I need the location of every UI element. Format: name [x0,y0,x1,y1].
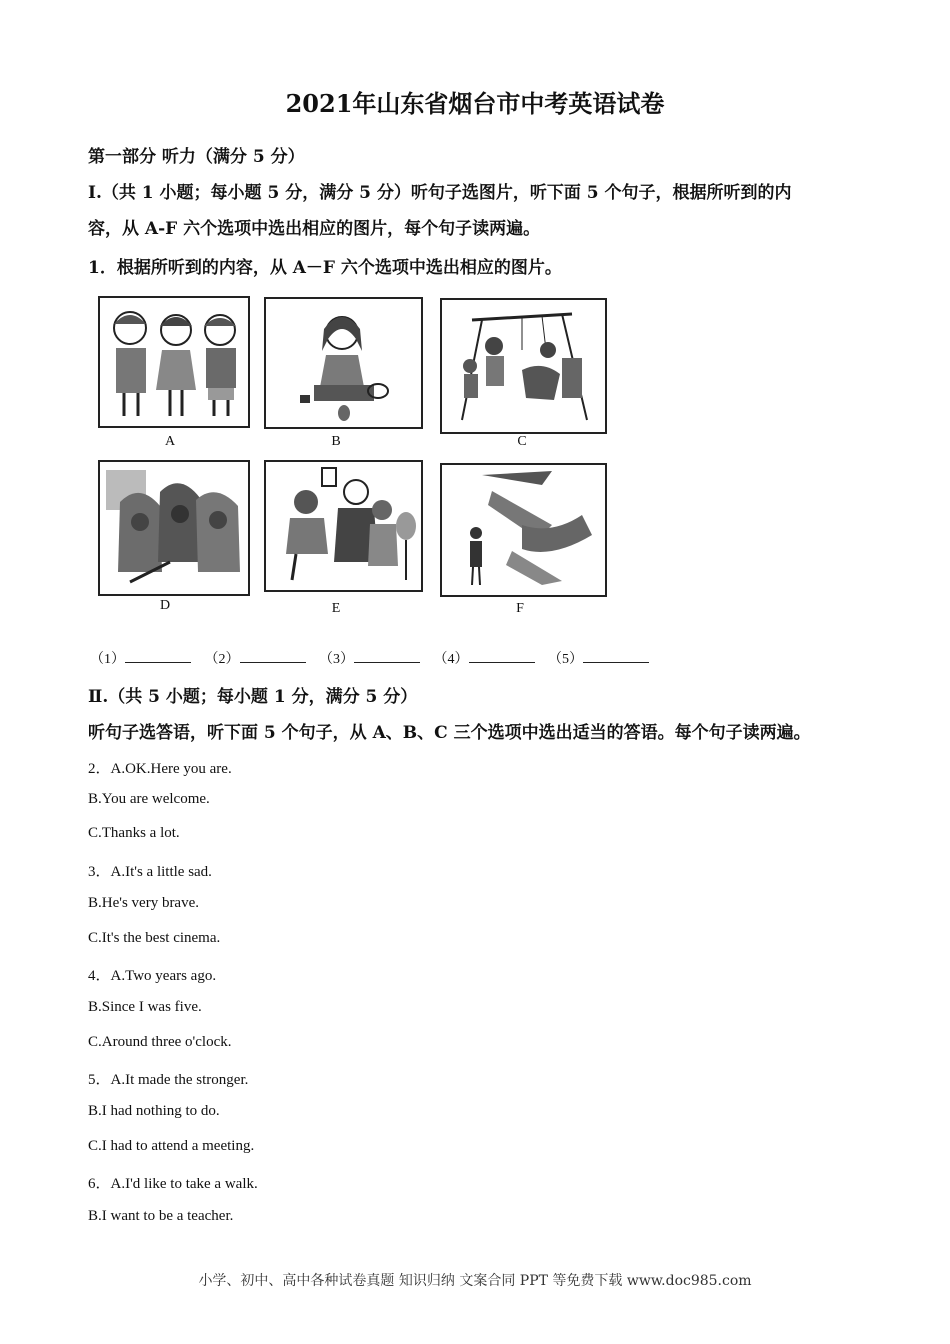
option-line: 4．A.Two years ago. [88,968,217,984]
figure-e-family [264,460,423,592]
figure-b-cooking-girl [264,297,423,429]
figure-a-label: A [164,434,176,449]
figure-c-label: C [517,434,527,449]
exam-title: 2021年山东省烟台市中考英语试卷 [285,89,665,118]
option-line: C.It's the best cinema. [88,930,221,946]
figure-a-children [98,296,250,428]
option-line: C.Thanks a lot. [88,825,180,841]
blank-slot-2[interactable]: （2） [205,648,306,668]
figure-e-label: E [331,601,341,616]
blank-slot-3[interactable]: （3） [319,648,420,668]
figure-b-label: B [331,434,341,449]
question-1-prompt: 1．根据所听到的内容，从 A－F 六个选项中选出相应的图片。 [88,258,562,278]
footer-text: 小学、初中、高中各种试卷真题 知识归纳 文案合同 PPT 等免费下载 www.doc985.com [198,1273,752,1289]
blank-slot-4[interactable]: （4） [434,648,535,668]
figure-d-classroom [98,460,250,596]
option-line: C.Around three o'clock. [88,1034,232,1050]
option-line: B.Since I was five. [88,999,202,1015]
answer-blanks [90,648,659,668]
blank-slot-1[interactable]: （1） [90,648,191,668]
figure-c-playground [440,298,607,434]
option-line: B.I want to be a teacher. [88,1208,234,1224]
section1-heading-line1: Ⅰ.（共 1 小题；每小题 5 分，满分 5 分）听句子选图片，听下面 5 个句子，根据所听到的内 [88,183,792,203]
section2-instruction: 听句子选答语，听下面 5 个句子，从 A、B、C 三个选项中选出适当的答语。每个句子读两遍。 [88,723,811,743]
option-line: B.I had nothing to do. [88,1103,220,1119]
figure-f-wind [440,463,607,597]
option-line: 3．A.It's a little sad. [88,864,212,880]
figure-f-label: F [516,601,524,616]
section2-heading: Ⅱ.（共 5 小题；每小题 1 分，满分 5 分） [88,687,418,707]
option-line: C.I had to attend a meeting. [88,1138,255,1154]
option-line: 5．A.It made the stronger. [88,1072,249,1088]
option-line: 2．A.OK.Here you are. [88,761,232,777]
blank-slot-5[interactable]: （5） [548,648,649,668]
option-line: 6．A.I'd like to take a walk. [88,1176,258,1192]
section1-heading-line2: 容，从 A-F 六个选项中选出相应的图片，每个句子读两遍。 [88,219,541,239]
option-line: B.He's very brave. [88,895,199,911]
part1-heading: 第一部分 听力（满分 5 分） [88,147,305,167]
figure-d-label: D [159,598,171,613]
option-line: B.You are welcome. [88,791,210,807]
